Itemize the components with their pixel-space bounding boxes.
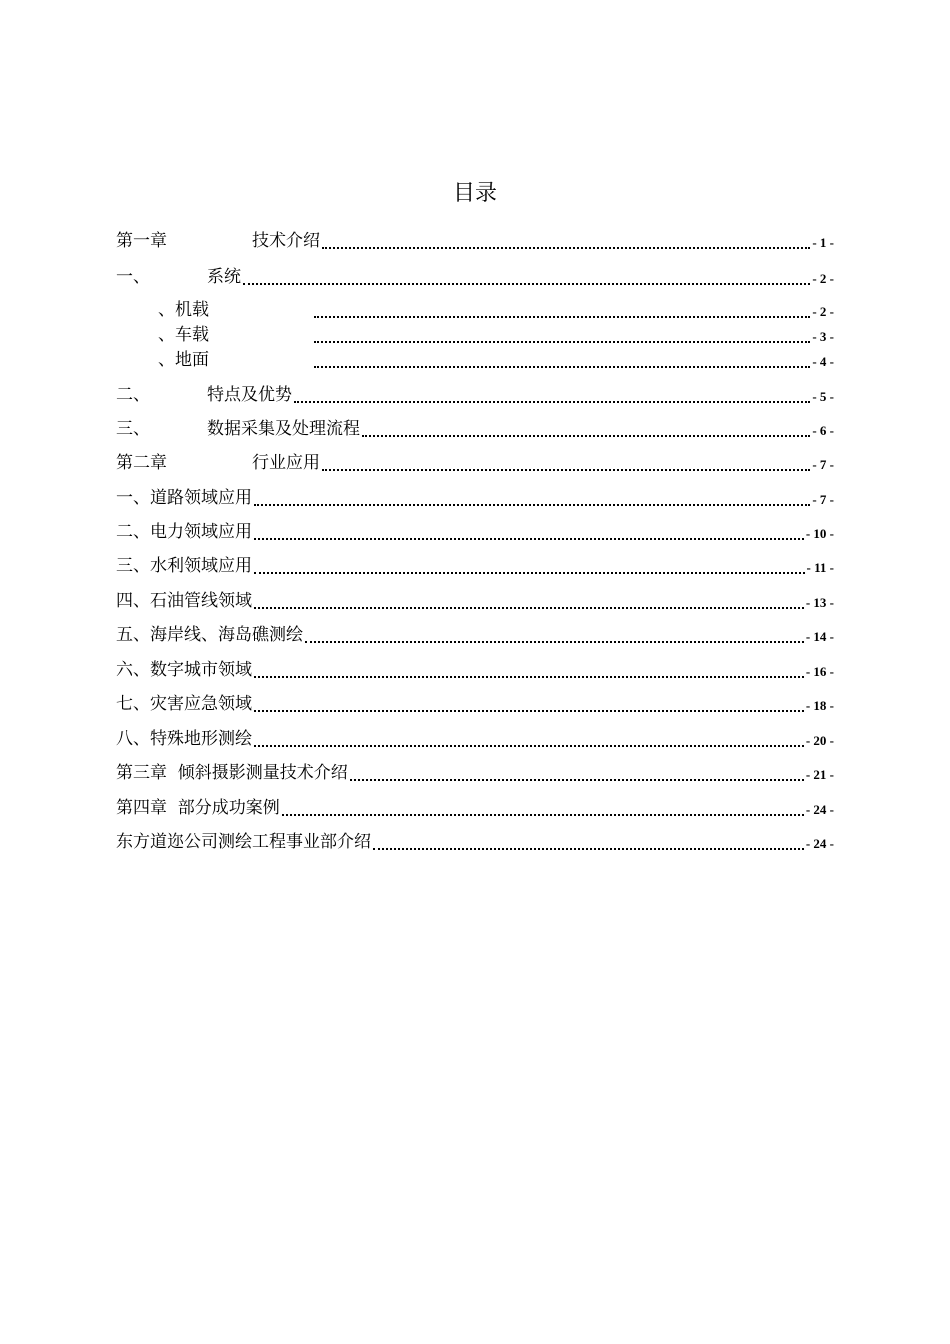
toc-entry-page: - 18 -: [805, 698, 834, 713]
toc-subentry[interactable]: [116, 297, 834, 321]
toc-entry-label: 技术介绍: [252, 231, 320, 251]
toc-entry[interactable]: [116, 228, 834, 252]
dot-leader: [322, 469, 810, 471]
dot-leader: [254, 607, 804, 609]
toc-entry-page: - 24 -: [805, 802, 834, 817]
toc-entry-page: - 2 -: [812, 271, 834, 286]
toc-entry-page: - 24 -: [805, 836, 834, 851]
toc-entry[interactable]: [116, 829, 834, 853]
dot-leader: [314, 316, 810, 318]
dot-leader: [243, 283, 810, 285]
toc-entry-number: 第一章: [116, 231, 167, 251]
toc-entry-page: - 14 -: [805, 629, 834, 644]
toc-entry-page: - 10 -: [805, 526, 834, 541]
toc-entry-number: 、地面: [158, 350, 209, 370]
toc-entry-page: - 7 -: [812, 457, 834, 472]
toc-entry-label: 六、数字城市领域: [116, 660, 252, 680]
dot-leader: [314, 341, 810, 343]
dot-leader: [350, 779, 804, 781]
toc-entry-page: - 1 -: [812, 235, 834, 250]
toc-entry-label: 系统: [207, 267, 241, 287]
toc-entry-page: - 21 -: [805, 767, 834, 782]
toc-entry[interactable]: [116, 450, 834, 474]
dot-leader: [282, 814, 804, 816]
toc-entry-label: 三、水利领域应用: [116, 556, 252, 576]
toc-entry-page: - 6 -: [812, 423, 834, 438]
toc-entry-label: 一、道路领域应用: [116, 488, 252, 508]
dot-leader: [294, 401, 810, 403]
dot-leader: [254, 676, 804, 678]
toc-entry-page: - 5 -: [812, 389, 834, 404]
dot-leader: [362, 435, 810, 437]
toc-entry[interactable]: [116, 588, 834, 612]
toc-entry[interactable]: [116, 795, 834, 819]
toc-entry-page: - 11 -: [806, 560, 834, 575]
toc-entry-number: 、车载: [158, 325, 209, 345]
toc-entry-label: 第四章 部分成功案例: [116, 798, 280, 818]
toc-entry[interactable]: [116, 726, 834, 750]
toc-entry-number: 二、: [116, 385, 150, 405]
toc-entry-label: 特点及优势: [207, 385, 292, 405]
toc-entry[interactable]: [116, 264, 834, 288]
toc-entry[interactable]: [116, 691, 834, 715]
toc-entry-page: - 20 -: [805, 733, 834, 748]
toc-entry-label: 四、石油管线领域: [116, 591, 252, 611]
toc-entry-page: - 4 -: [812, 354, 834, 369]
toc-entry-label: 第三章 倾斜摄影测量技术介绍: [116, 763, 348, 783]
toc-entry-number: 、机载: [158, 300, 209, 320]
toc-entry[interactable]: [116, 416, 834, 440]
dot-leader: [254, 745, 804, 747]
dot-leader: [373, 848, 804, 850]
dot-leader: [322, 247, 810, 249]
toc-title: 目录: [452, 181, 497, 206]
toc-entry-label: 东方道迩公司测绘工程事业部介绍: [116, 832, 371, 852]
toc-entry[interactable]: [116, 485, 834, 509]
toc-entry-label: 五、海岸线、海岛礁测绘: [116, 625, 303, 645]
toc-entry-page: - 2 -: [812, 304, 834, 319]
toc-subentry[interactable]: [116, 347, 834, 371]
toc-subentry[interactable]: [116, 322, 834, 346]
toc-entry-number: 一、: [116, 267, 150, 287]
toc-entry-label: 数据采集及处理流程: [207, 419, 360, 439]
toc-entry[interactable]: [116, 553, 834, 577]
dot-leader: [254, 504, 810, 506]
toc-entry-number: 第二章: [116, 453, 167, 473]
toc-entry-page: - 3 -: [812, 329, 834, 344]
toc-entry-page: - 7 -: [812, 492, 834, 507]
dot-leader: [314, 366, 810, 368]
toc-entry-label: 七、灾害应急领域: [116, 694, 252, 714]
toc-entry-page: - 16 -: [805, 664, 834, 679]
toc-entry-page: - 13 -: [805, 595, 834, 610]
dot-leader: [254, 538, 804, 540]
toc-entry[interactable]: [116, 657, 834, 681]
toc-entry-label: 行业应用: [252, 453, 320, 473]
toc-entry[interactable]: [116, 760, 834, 784]
dot-leader: [305, 641, 804, 643]
toc-entry[interactable]: [116, 519, 834, 543]
toc-entry-label: 二、电力领域应用: [116, 522, 252, 542]
toc-entry-label: 八、特殊地形测绘: [116, 729, 252, 749]
toc-entry[interactable]: [116, 622, 834, 646]
toc-entry[interactable]: [116, 382, 834, 406]
toc-entry-number: 三、: [116, 419, 150, 439]
dot-leader: [254, 572, 805, 574]
dot-leader: [254, 710, 804, 712]
